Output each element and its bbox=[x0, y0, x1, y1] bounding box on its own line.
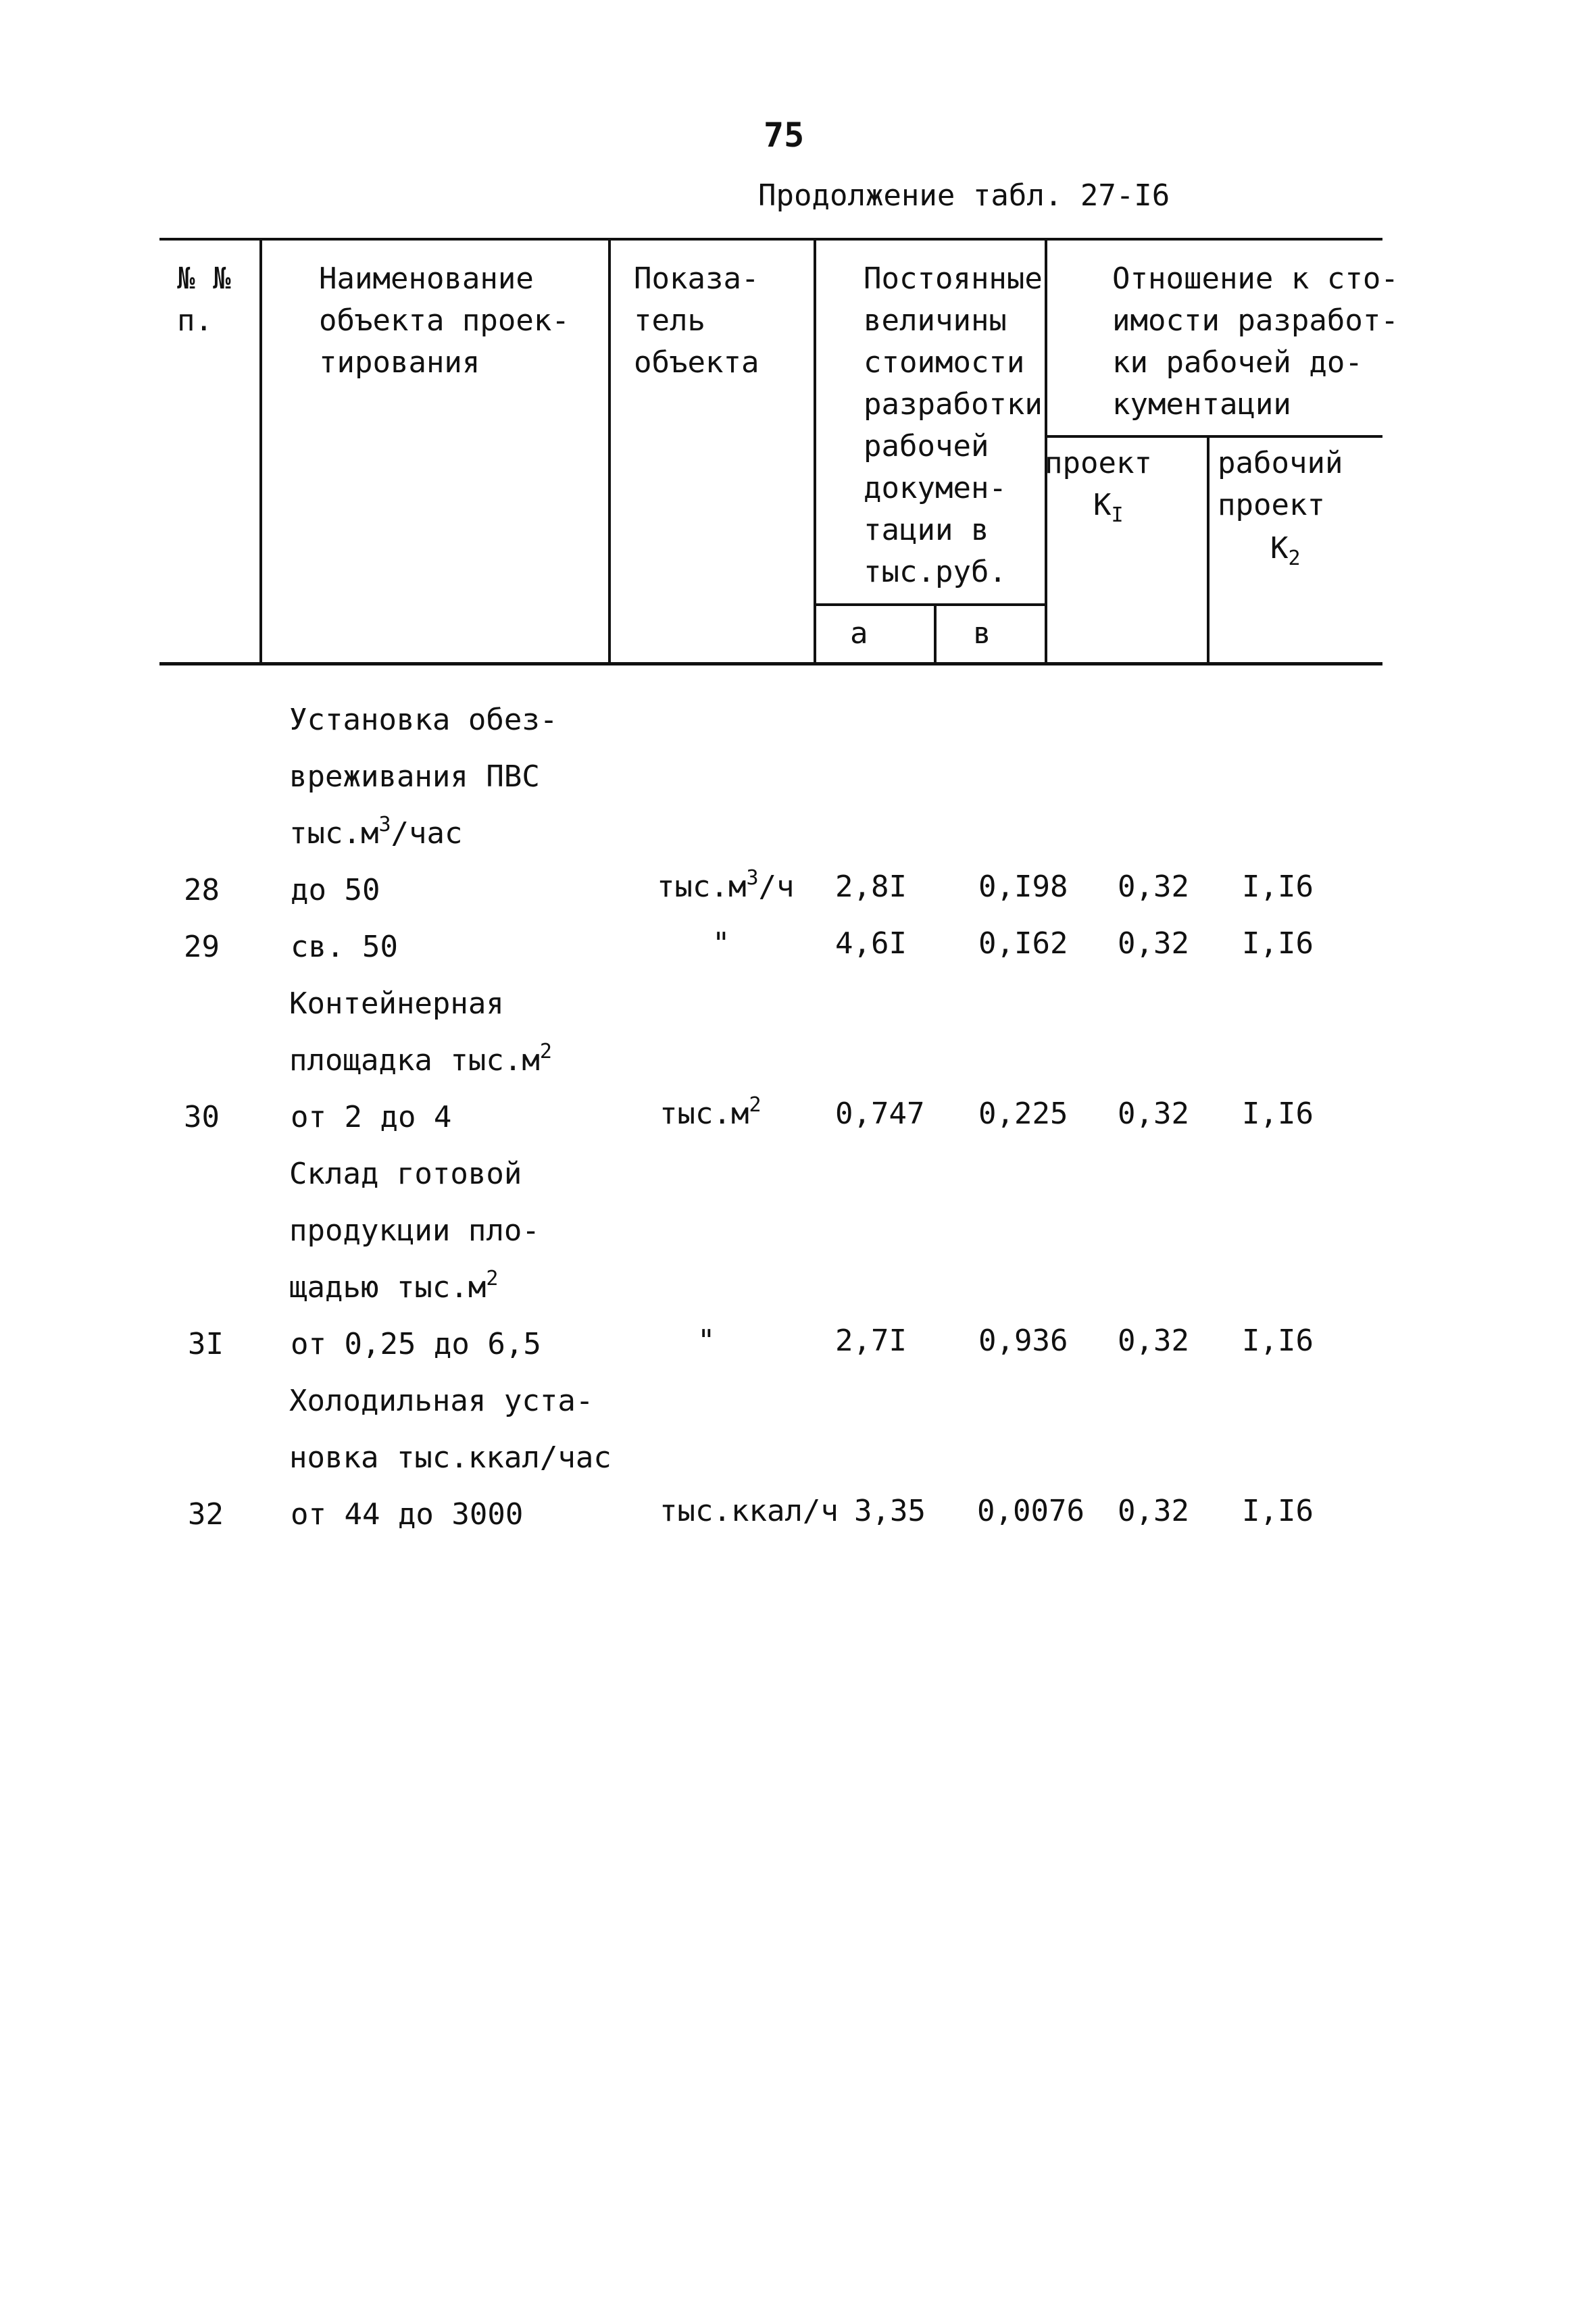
header-k1: $К_I$ bbox=[1093, 488, 1124, 527]
group-heading-line: площадка $тыс.м^2$ bbox=[289, 1040, 552, 1078]
ratio-subheader-rule bbox=[1046, 435, 1382, 438]
row-value-b: 0,I62 bbox=[978, 926, 1068, 961]
row-value-b: 0,225 bbox=[978, 1097, 1068, 1131]
header-col-b: в bbox=[973, 616, 991, 651]
row-value-a: 4,6I bbox=[835, 926, 907, 961]
header-k2: $К_2$ bbox=[1270, 531, 1301, 570]
row-name: от 0,25 до 6,5 bbox=[291, 1327, 541, 1361]
row-value-a: 2,7I bbox=[835, 1324, 907, 1358]
header-name-line: Наименование bbox=[319, 261, 534, 296]
row-value-a: 3,35 bbox=[854, 1494, 926, 1528]
ab-subheader-rule bbox=[815, 603, 1046, 606]
row-value-k2: I,I6 bbox=[1242, 1324, 1314, 1358]
group-heading-line: Установка обез- bbox=[289, 703, 558, 737]
header-working-project-line: проект bbox=[1218, 488, 1325, 522]
header-const-line: стоимости bbox=[864, 345, 1025, 380]
row-name: от 2 до 4 bbox=[291, 1100, 452, 1134]
header-indicator-line: Показа- bbox=[634, 261, 759, 296]
row-value-k1: 0,32 bbox=[1118, 926, 1189, 961]
col-divider-2 bbox=[608, 238, 611, 665]
row-indicator: " bbox=[712, 926, 730, 961]
header-project-label: проект bbox=[1045, 446, 1152, 480]
row-indicator: $тыс.м^2$ bbox=[659, 1093, 762, 1131]
header-const-line: Постоянные bbox=[864, 261, 1043, 296]
header-ratio-line: кументации bbox=[1112, 387, 1291, 422]
group-heading-line: щадью $тыс.м^2$ bbox=[289, 1267, 499, 1305]
row-value-a: 0,747 bbox=[835, 1097, 925, 1131]
header-const-line: докумен- bbox=[864, 471, 1007, 505]
row-number: 28 bbox=[184, 873, 220, 907]
header-ratio-line: Отношение к сто- bbox=[1112, 261, 1399, 296]
group-heading-line: продукции пло- bbox=[289, 1213, 540, 1248]
row-value-k1: 0,32 bbox=[1118, 1097, 1189, 1131]
group-heading-line: Контейнерная bbox=[289, 986, 504, 1021]
header-const-line: величины bbox=[864, 303, 1007, 338]
group-heading-line: вреживания ПВС bbox=[289, 759, 540, 794]
group-heading-line: Холодильная уста- bbox=[289, 1384, 594, 1418]
row-value-k1: 0,32 bbox=[1118, 870, 1189, 904]
header-number-sign: № № bbox=[177, 261, 231, 296]
page-number: 75 bbox=[764, 116, 805, 155]
header-const-line: тации в bbox=[864, 513, 989, 547]
col-divider-3 bbox=[814, 238, 816, 665]
table-top-rule bbox=[159, 238, 1382, 241]
row-value-k2: I,I6 bbox=[1242, 926, 1314, 961]
header-ratio-line: имости разработ- bbox=[1112, 303, 1399, 338]
row-name: до 50 bbox=[291, 873, 380, 907]
header-name-line: объекта проек- bbox=[319, 303, 570, 338]
header-bottom-rule bbox=[159, 662, 1382, 665]
col-divider-5 bbox=[1207, 436, 1210, 665]
header-const-line: рабочей bbox=[864, 429, 989, 463]
header-col-a: а bbox=[850, 616, 868, 651]
row-number: 30 bbox=[184, 1100, 220, 1134]
row-value-a: 2,8I bbox=[835, 870, 907, 904]
row-number: 3I bbox=[188, 1327, 224, 1361]
group-heading-line: Склад готовой bbox=[289, 1157, 522, 1191]
header-const-line: разработки bbox=[864, 387, 1043, 422]
header-indicator-line: тель bbox=[634, 303, 705, 338]
row-name: св. 50 bbox=[291, 930, 398, 964]
row-value-b: 0,I98 bbox=[978, 870, 1068, 904]
col-divider-1 bbox=[259, 238, 262, 665]
row-indicator: $тыс.м^3/ч$ bbox=[657, 866, 795, 904]
row-value-k2: I,I6 bbox=[1242, 870, 1314, 904]
row-name: от 44 до 3000 bbox=[291, 1497, 524, 1532]
row-value-k2: I,I6 bbox=[1242, 1097, 1314, 1131]
group-heading-line: новка тыс.ккал/час bbox=[289, 1440, 612, 1475]
table-continuation-caption: Продолжение табл. 27-I6 bbox=[758, 178, 1170, 213]
col-divider-ab bbox=[934, 605, 937, 664]
row-number: 29 bbox=[184, 930, 220, 964]
header-indicator-line: объекта bbox=[634, 345, 759, 380]
header-ratio-line: ки рабочей до- bbox=[1112, 345, 1363, 380]
row-value-k2: I,I6 bbox=[1242, 1494, 1314, 1528]
header-const-line: тыс.руб. bbox=[864, 555, 1007, 589]
header-working-project-line: рабочий bbox=[1218, 446, 1343, 480]
row-value-k1: 0,32 bbox=[1118, 1494, 1189, 1528]
row-value-k1: 0,32 bbox=[1118, 1324, 1189, 1358]
header-name-line: тирования bbox=[319, 345, 480, 380]
group-heading-line: $тыс.м^3$/час bbox=[289, 813, 463, 851]
row-number: 32 bbox=[188, 1497, 224, 1532]
row-indicator: тыс.ккал/ч bbox=[659, 1494, 839, 1528]
row-indicator: " bbox=[697, 1324, 716, 1358]
row-value-b: 0,0076 bbox=[977, 1494, 1084, 1528]
row-value-b: 0,936 bbox=[978, 1324, 1068, 1358]
header-number-abbrev: п. bbox=[177, 303, 213, 338]
